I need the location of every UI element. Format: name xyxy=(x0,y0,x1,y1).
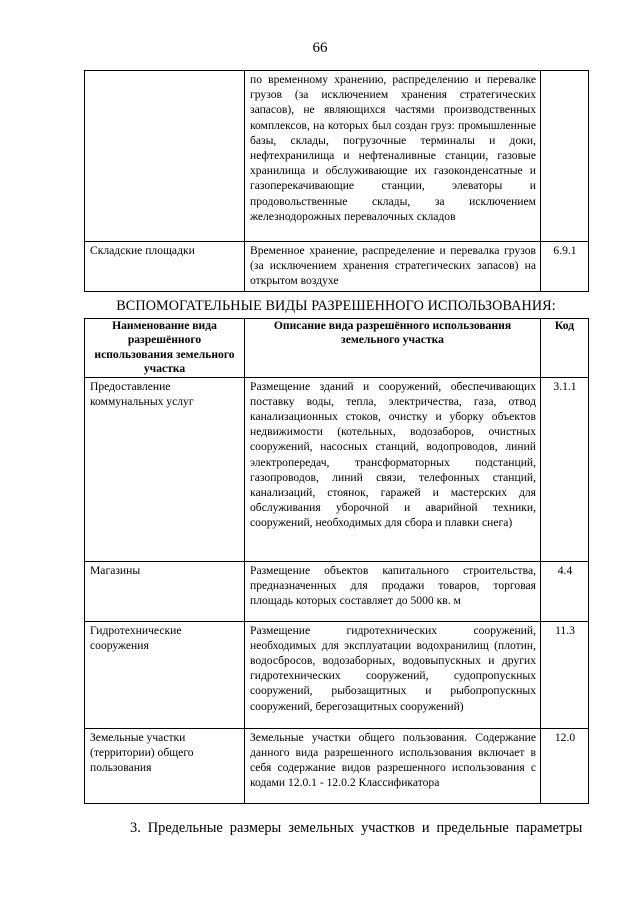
use-description-cell: Временное хранение, распределение и перевалка грузов (за исключением хранения стратегических запасов) на открытом воздухе xyxy=(245,242,541,292)
column-header-description: Описание вида разрешённого использования земельного участка xyxy=(245,319,541,378)
column-header-name: Наименование вида разрешённого использования земельного участка xyxy=(85,319,245,378)
use-name-cell: Предоставление коммунальных услуг xyxy=(85,377,245,561)
use-code-cell: 12.0 xyxy=(541,728,589,803)
use-description-cell: Размещение объектов капитального строительства, предназначенных для продажи товаров, торговая площадь которых составляет до 5000 кв. м xyxy=(245,561,541,621)
use-name-cell: Земельные участки (территории) общего пользования xyxy=(85,728,245,803)
use-description-cell: Размещение зданий и сооружений, обеспечивающих поставку воды, тепла, электричества, газа, отвод канализационных стоков, очистку и уборку объектов недвижимости (котельных, водозаборов, очистных сооружений, насосных станций, водопроводов, линий электропередач, трансформаторных подстанций, газопроводов, линий связи, телефонных станций, канализаций, стоянок, гаражей и мастерских для обслуживания уборочной и аварийной техники, сооружений, необходимых для сбора и плавки снега) xyxy=(245,377,541,561)
use-code-cell: 3.1.1 xyxy=(541,377,589,561)
use-code-cell xyxy=(541,71,589,242)
use-name-cell: Гидротехнические сооружения xyxy=(85,621,245,728)
table-row xyxy=(85,621,589,728)
use-description-cell: по временному хранению, распределению и перевалке грузов (за исключением хранения стратегических запасов), не являющихся частями производственных комплексов, на которых был создан груз: промышленные базы, склады, погрузочные терминалы и доки, нефтехранилища и нефтеналивные станции, газовые хранилища и обслуживающие их газоконденсатные и газоперекачивающие станции, элеваторы и продовольственные склады, за исключением железнодорожных перевалочных складов xyxy=(245,71,541,242)
use-description-cell: Земельные участки общего пользования. Содержание данного вида разрешенного использования включает в себя содержание видов разрешенного использования с кодами 12.0.1 - 12.0.2 Классификатора xyxy=(245,728,541,803)
use-code-cell: 4.4 xyxy=(541,561,589,621)
table-row xyxy=(85,377,589,561)
use-name-cell xyxy=(85,71,245,242)
use-code-cell: 11.3 xyxy=(541,621,589,728)
permitted-use-table-continued xyxy=(84,70,589,292)
section-heading: ВСПОМОГАТЕЛЬНЫЕ ВИДЫ РАЗРЕШЕННОГО ИСПОЛЬЗОВАНИЯ: xyxy=(116,298,556,314)
table-row xyxy=(85,561,589,621)
page-number: 66 xyxy=(312,40,328,56)
use-description-cell: Размещение гидротехнических сооружений, необходимых для эксплуатации водохранилищ (плотин, водосбросов, водозаборных, водовыпускных и других гидротехнических сооружений, судопропускных сооружений, рыбозащитных и рыбопропускных сооружений, берегозащитных сооружений) xyxy=(245,621,541,728)
table-row xyxy=(85,71,589,242)
auxiliary-use-table xyxy=(84,318,589,804)
use-name-cell: Магазины xyxy=(85,561,245,621)
column-header-code: Код xyxy=(541,319,589,378)
use-code-cell: 6.9.1 xyxy=(541,242,589,292)
table-header-row xyxy=(85,319,589,378)
footer-paragraph: 3. Предельные размеры земельных участков и предельные параметры xyxy=(130,820,583,836)
use-name-cell: Складские площадки xyxy=(85,242,245,292)
table-row xyxy=(85,242,589,292)
table-row xyxy=(85,728,589,803)
